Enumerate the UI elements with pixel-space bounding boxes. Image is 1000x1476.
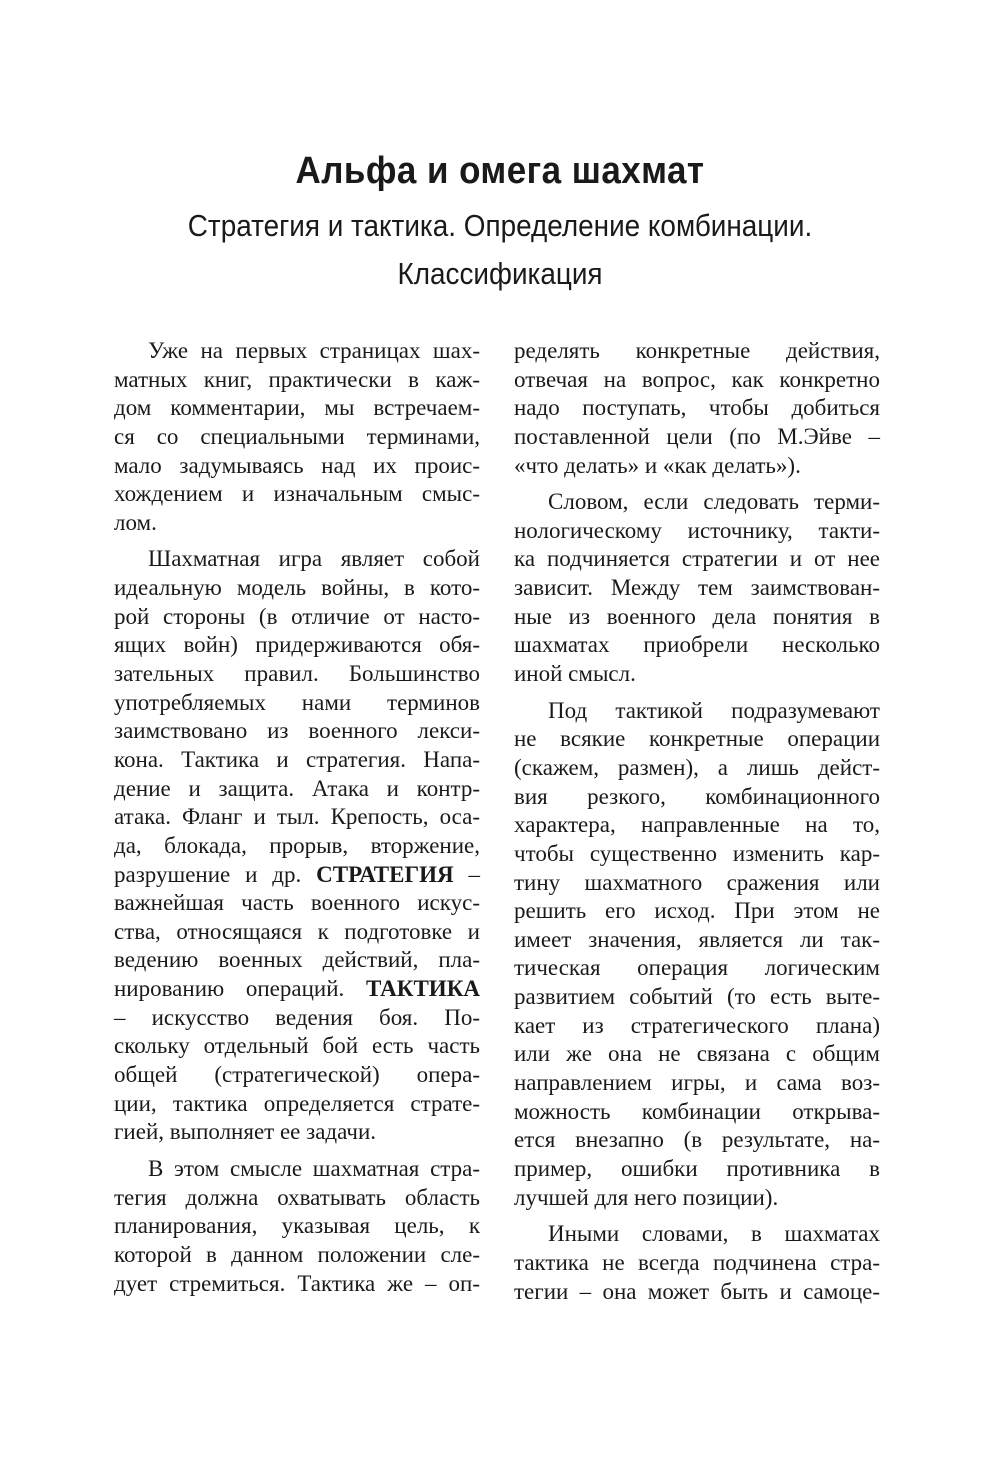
page-title: Альфа и омега шахмат bbox=[295, 150, 705, 192]
text-line: употребляемых нами терминов bbox=[114, 689, 480, 715]
text-line: дение и защита. Атака и контр- bbox=[114, 775, 480, 801]
text-line: тическая операция логическим bbox=[514, 955, 880, 981]
text-run: нированию операций. bbox=[114, 976, 366, 1002]
paragraph bbox=[514, 488, 880, 688]
text-line: гией, выполняет ее задачи. bbox=[114, 1119, 377, 1145]
paragraph bbox=[514, 1220, 880, 1306]
text-line: тегии – она может быть и самоце- bbox=[514, 1278, 880, 1304]
text-line: ется внезапно (в результате, на- bbox=[514, 1127, 880, 1153]
text-run: разрушение и др. bbox=[114, 861, 317, 887]
text-line: (скажем, размен), а лишь дейст- bbox=[514, 754, 880, 780]
text-line: ка подчиняется стратегии и от нее bbox=[514, 546, 880, 572]
text-line: В этом смысле шахматная стра- bbox=[148, 1155, 480, 1181]
text-line: характера, направленные на то, bbox=[514, 812, 880, 838]
text-line: скольку отдельный бой есть часть bbox=[114, 1033, 480, 1059]
text-line: кона. Тактика и стратегия. Напа- bbox=[114, 746, 480, 772]
text-line: да, блокада, прорыв, вторжение, bbox=[114, 832, 480, 858]
text-line: матных книг, практически в каж- bbox=[114, 366, 480, 392]
text-line: Шахматная игра являет собой bbox=[148, 546, 480, 572]
term-tactics: ТАКТИКА bbox=[365, 976, 480, 1002]
text-line: можность комбинации открыва- bbox=[514, 1098, 880, 1124]
text-line: мало задумываясь над их проис- bbox=[114, 452, 480, 478]
text-line: имеет значения, является ли так- bbox=[514, 926, 880, 952]
text-line: планирования, указывая цель, к bbox=[114, 1213, 480, 1239]
text-line: пример, ошибки противника в bbox=[514, 1155, 880, 1181]
subtitle-line: Стратегия и тактика. Определение комбинации. bbox=[187, 208, 813, 243]
text-line: тину шахматного сражения или bbox=[514, 869, 880, 895]
text-line: которой в данном положении сле- bbox=[114, 1241, 480, 1267]
text-line: дом комментарии, мы встречаем- bbox=[114, 395, 480, 421]
text-line: ся со специальными терминами, bbox=[114, 423, 480, 449]
text-line: ведению военных действий, пла- bbox=[114, 947, 480, 973]
text-line: хождением и изначальным смыс- bbox=[114, 481, 480, 507]
text-line: нологическому источнику, такти- bbox=[514, 517, 880, 543]
paragraph bbox=[114, 1155, 480, 1298]
subtitle-line: Классификация bbox=[397, 256, 603, 291]
text-line: лучшей для него позиции). bbox=[514, 1184, 779, 1210]
text-line: ределять конкретные действия, bbox=[514, 338, 880, 363]
text-line: рой стороны (в отличие от насто- bbox=[114, 603, 480, 629]
text-line: общей (стратегической) опера- bbox=[114, 1062, 480, 1088]
text-line: шахматах приобрели несколько bbox=[514, 632, 880, 658]
text-line: надо поступать, чтобы добиться bbox=[514, 395, 880, 421]
text-line: ные из военного дела понятия в bbox=[514, 603, 880, 629]
text-line: не всякие конкретные операции bbox=[514, 726, 880, 752]
text-line: отвечая на вопрос, как конкретно bbox=[514, 366, 880, 392]
text-line: решить его исход. При этом не bbox=[514, 898, 880, 924]
text-line: лом. bbox=[114, 509, 157, 535]
page-subtitle bbox=[122, 202, 878, 298]
text-line bbox=[114, 975, 480, 1004]
text-line: кает из стратегического плана) bbox=[514, 1012, 880, 1038]
left-column bbox=[114, 337, 480, 1298]
text-line: зависит. Между тем заимствован- bbox=[514, 575, 880, 601]
text-line: ства, относящаяся к подготовке и bbox=[114, 918, 480, 944]
text-line: Иными словами, в шахматах bbox=[548, 1221, 880, 1247]
text-line: вия резкого, комбинационного bbox=[514, 783, 880, 809]
text-run: – bbox=[453, 861, 481, 887]
text-line: Под тактикой подразумевают bbox=[548, 697, 880, 723]
text-line: важнейшая часть военного искус- bbox=[114, 890, 480, 916]
term-strategy: СТРАТЕГИЯ bbox=[316, 861, 454, 887]
text-line bbox=[114, 861, 480, 890]
text-line: иной смысл. bbox=[514, 661, 636, 687]
paragraph bbox=[514, 337, 880, 480]
paragraph bbox=[514, 697, 880, 1213]
text-line: «что делать» и «как делать»). bbox=[514, 452, 801, 478]
text-line: чтобы существенно изменить кар- bbox=[514, 840, 880, 866]
text-line: развитием событий (то есть выте- bbox=[514, 984, 880, 1010]
text-line: идеальную модель войны, в кото- bbox=[114, 575, 480, 601]
text-line: – искусство ведения боя. По- bbox=[114, 1004, 480, 1030]
paragraph bbox=[114, 337, 480, 537]
text-line: Словом, если следовать терми- bbox=[548, 489, 880, 515]
text-line: поставленной цели (по М.Эйве – bbox=[514, 423, 880, 449]
right-column bbox=[514, 337, 880, 1306]
text-line: заимствовано из военного лекси- bbox=[114, 718, 480, 744]
text-line: Уже на первых страницах шах- bbox=[148, 338, 480, 363]
text-line: тактика не всегда подчинена стра- bbox=[514, 1249, 880, 1275]
text-line: или же она не связана с общим bbox=[514, 1041, 880, 1067]
text-line: тегия должна охватывать область bbox=[114, 1184, 480, 1210]
text-line: направлением игры, и сама воз- bbox=[514, 1070, 880, 1096]
text-line: ции, тактика определяется страте- bbox=[114, 1090, 480, 1116]
text-line: зательных правил. Большинство bbox=[114, 661, 480, 687]
text-line: ящих войн) придерживаются обя- bbox=[114, 632, 480, 658]
text-line: атака. Фланг и тыл. Крепость, оса- bbox=[114, 804, 480, 830]
paragraph bbox=[114, 545, 480, 1146]
text-line: дует стремиться. Тактика же – оп- bbox=[114, 1270, 480, 1296]
